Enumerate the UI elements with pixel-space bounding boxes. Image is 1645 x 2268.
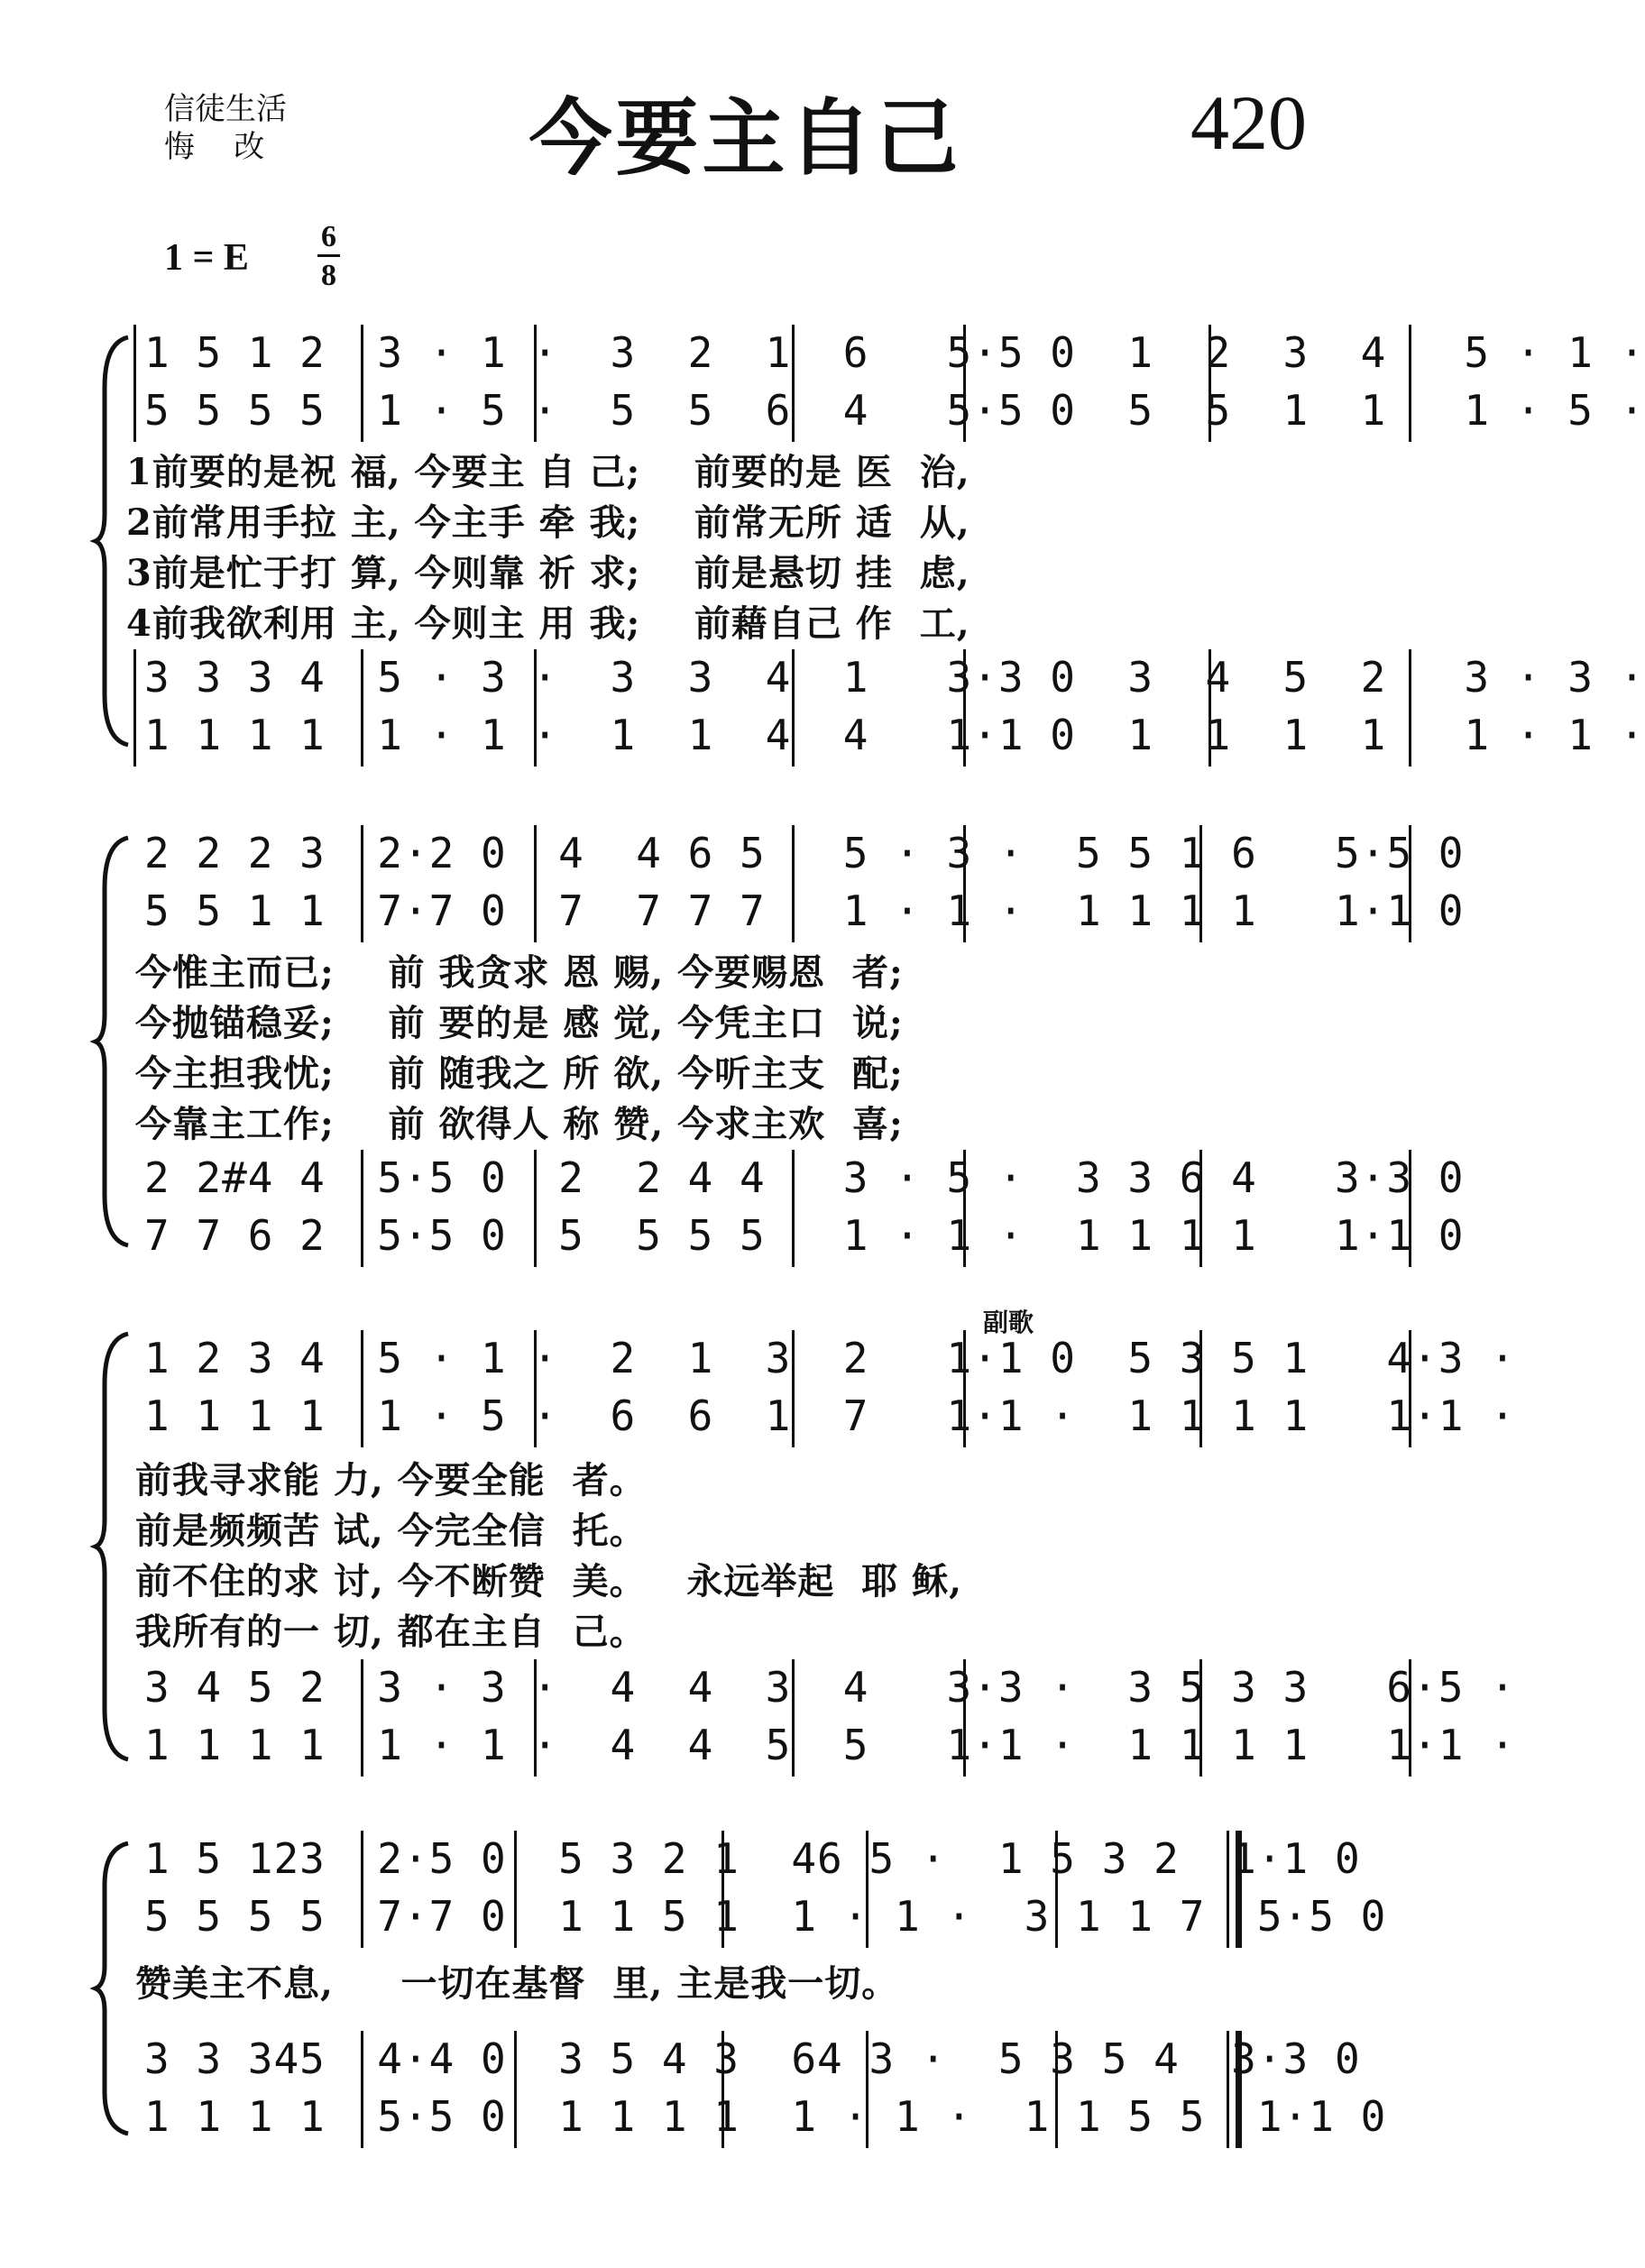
- score-system-2: [0, 816, 1491, 1267]
- soprano-line: 2 2 2 3 2·2 0 4 4 6 5 5 · 3 · 5 5 1 6 5·5 0: [144, 829, 1465, 877]
- tenor-line: 3 3 3 4 5 · 3 · 3 3 4 1 3·3 0 3 4 5 2 3 · 3 ·: [144, 653, 1645, 702]
- system-brace: [94, 834, 133, 1249]
- verse-1-lyric: 前我寻求能 力, 今要全能 者。: [135, 1459, 647, 1501]
- verse-2-lyric: 2前常用手拉 主, 今主手 牵 我; 前常无所 适 从,: [126, 501, 970, 544]
- hymn-number: 420: [1190, 79, 1307, 166]
- credit-category: 悔 改: [164, 129, 265, 165]
- alto-line: 5 5 5 5 7·7 0 1 1 5 1 1 · 1 · 3 1 1 7 5·5 0: [144, 1892, 1387, 1941]
- verse-1-lyric: 今惟主而已; 前 我贪求 恩 赐, 今要赐恩 者;: [135, 951, 904, 994]
- score-system-1: [0, 316, 1645, 767]
- alto-line: 1 1 1 1 1 · 5 · 6 6 1 7 1·1 · 1 1 1 1 1·1 ·: [144, 1391, 1516, 1440]
- meter-top: 6: [317, 222, 340, 257]
- tenor-line: 3 4 5 2 3 · 3 · 4 4 3 4 3·3 · 3 5 3 3 6·5 ·: [144, 1663, 1516, 1712]
- key-signature: 1 = E: [164, 237, 249, 279]
- soprano-line: 1 5 1 2 3 · 1 · 3 2 1 6 5·5 0 1 2 3 4 5 · 1 ·: [144, 328, 1645, 377]
- bass-line: 7 7 6 2 5·5 0 5 5 5 5 1 · 1 · 1 1 1 1 1·1 0: [144, 1211, 1465, 1260]
- bass-line: 1 1 1 1 1 · 1 · 4 4 5 5 1·1 · 1 1 1 1 1·1 ·: [144, 1721, 1516, 1769]
- bar-line: [133, 325, 136, 442]
- verse-2-lyric: 前是频频苦 试, 今完全信 托。: [135, 1510, 647, 1552]
- system-brace: [94, 1840, 133, 2137]
- bass-line: 1 1 1 1 5·5 0 1 1 1 1 1 · 1 · 1 1 5 5 1·1 0: [144, 2092, 1387, 2141]
- alto-line: 5 5 5 5 1 · 5 · 5 5 6 4 5·5 0 5 5 1 1 1 · 5 ·: [144, 386, 1645, 435]
- bar-line: [133, 649, 136, 767]
- soprano-line: 1 5 123 2·5 0 5 3 2 1 46 5 · 1 5 3 2 1·1 0: [144, 1834, 1361, 1883]
- time-signature: [317, 222, 340, 291]
- bass-line: 1 1 1 1 1 · 1 · 1 1 4 4 1·1 0 1 1 1 1 1 · 1 ·: [144, 711, 1645, 759]
- credit-source: 信徒生活: [164, 91, 287, 127]
- soprano-line: 1 2 3 4 5 · 1 · 2 1 3 2 1·1 0 5 3 5 1 4·3 ·: [144, 1334, 1516, 1382]
- verse-3-lyric: 今主担我忧; 前 随我之 所 欲, 今听主支 配;: [135, 1052, 904, 1095]
- system-brace: [94, 1330, 133, 1763]
- verse-2-lyric: 今抛锚稳妥; 前 要的是 感 觉, 今凭主口 说;: [135, 1002, 904, 1044]
- alto-line: 5 5 1 1 7·7 0 7 7 7 7 1 · 1 · 1 1 1 1 1·1 0: [144, 886, 1465, 935]
- tenor-line: 3 3 345 4·4 0 3 5 4 3 64 3 · 5 3 5 4 3·3 0: [144, 2034, 1361, 2083]
- verse-1-lyric: 1前要的是祝 福, 今要主 自 己; 前要的是 医 治,: [126, 451, 970, 493]
- verse-3-lyric: 3前是忙于打 算, 今则靠 祈 求; 前是悬切 挂 虑,: [126, 552, 970, 594]
- verse-lyric: 赞美主不息, 一切在基督 里, 主是我一切。: [135, 1962, 899, 2005]
- score-system-4: [0, 1822, 1491, 2164]
- verse-4-lyric: 今靠主工作; 前 欲得人 称 赞, 今求主欢 喜;: [135, 1103, 904, 1145]
- hymn-title: 今要主自己: [528, 90, 962, 187]
- meter-bottom: 8: [321, 259, 336, 292]
- tenor-line: 2 2#4 4 5·5 0 2 2 4 4 3 · 5 · 3 3 6 4 3·3 0: [144, 1153, 1465, 1202]
- verse-4-lyric: 4前我欲利用 主, 今则主 用 我; 前藉自己 作 工,: [126, 602, 970, 645]
- verse-4-lyric: 我所有的一 切, 都在主自 己。: [135, 1611, 647, 1653]
- verse-3-lyric: 前不住的求 讨, 今不断赞 美。 永远举起 耶 稣,: [135, 1560, 963, 1602]
- score-system-3: [0, 1308, 1516, 1781]
- refrain-label: 副歌: [983, 1308, 1034, 1337]
